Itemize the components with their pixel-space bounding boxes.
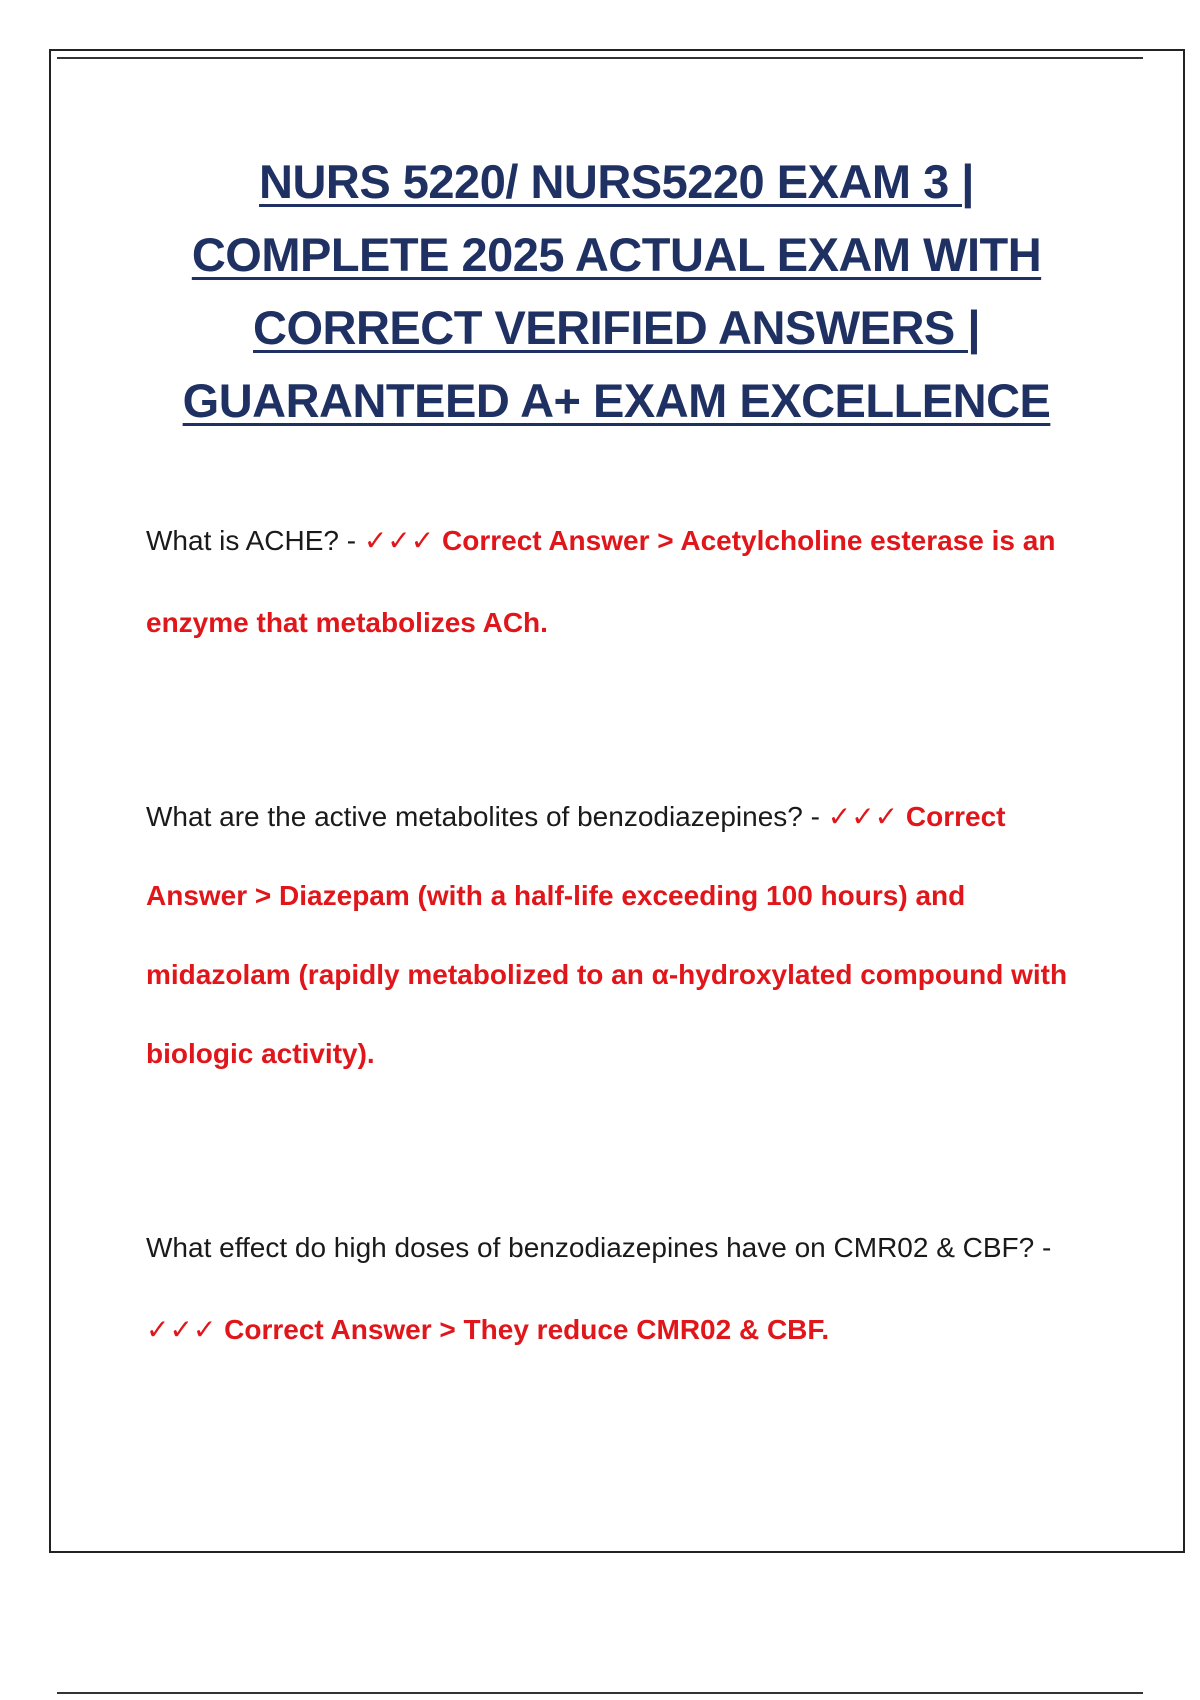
title-line-2: COMPLETE 2025 ACTUAL EXAM WITH	[191, 228, 1042, 281]
qa-item-cmro2-cbf	[146, 1207, 1096, 1371]
bottom-rule	[57, 1692, 1143, 1694]
top-rule	[57, 57, 1143, 59]
answer-text: ✓✓✓ Correct Answer > Acetylcholine esterase is an enzyme that metabolizes ACh.	[146, 525, 1056, 638]
question-text: What is ACHE? -	[146, 525, 364, 556]
title-line-3: CORRECT VERIFIED ANSWERS |	[253, 301, 980, 354]
answer-text: ✓✓✓ Correct Answer > They reduce CMR02 & CBF.	[146, 1314, 830, 1345]
qa-item-benzodiazepine-metabolites	[146, 777, 1096, 1093]
document-title	[170, 145, 1063, 437]
title-line-4: GUARANTEED A+ EXAM EXCELLENCE	[182, 374, 1051, 427]
question-text: What are the active metabolites of benzodiazepines? -	[146, 801, 828, 832]
answer-text: ✓✓✓ Correct Answer > Diazepam (with a half-life exceeding 100 hours) and midazolam (rapidly metabolized to an α-hydroxylated compound with biologic activity).	[146, 801, 1068, 1069]
title-line-1: NURS 5220/ NURS5220 EXAM 3 |	[259, 155, 974, 208]
qa-item-ache	[146, 500, 1096, 664]
question-text: What effect do high doses of benzodiazepines have on CMR02 & CBF? -	[146, 1232, 1052, 1263]
